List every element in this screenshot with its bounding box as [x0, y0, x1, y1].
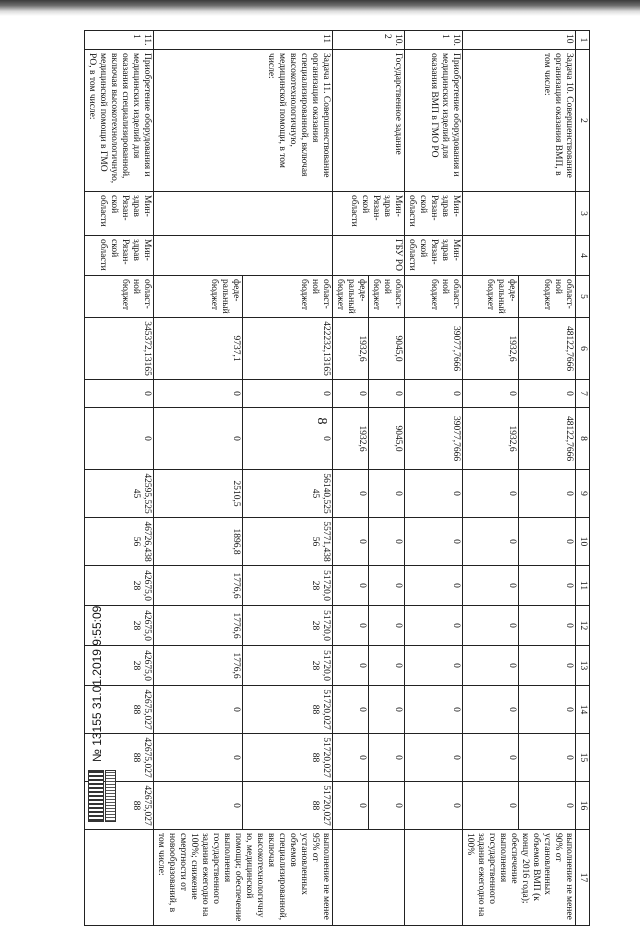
program-table — [84, 30, 590, 926]
indicator-cell — [405, 830, 463, 926]
header-cell: 1 — [576, 31, 590, 50]
value-cell: 0 — [333, 686, 369, 734]
value-cell: 0 — [463, 380, 520, 408]
cell-c1: 10 — [463, 31, 576, 50]
value-cell: 0 — [154, 782, 244, 830]
table-row — [369, 31, 405, 926]
table-row — [405, 31, 463, 926]
value-cell: 0 — [333, 518, 369, 566]
barcode-secondary — [105, 770, 116, 822]
value-cell: 0 — [405, 518, 463, 566]
cell-c2: Задача 10. Совершенствование организации оказания ВМП, в том числе: — [463, 50, 576, 192]
cell-c3: Мин-здрав Рязан-ской области — [333, 192, 405, 236]
value-cell: 42675,02788 — [85, 734, 154, 782]
value-cell: 1932,6 — [463, 318, 520, 380]
value-cell: 1896,8 — [154, 518, 244, 566]
source-cell: област-ной бюджет — [369, 276, 405, 318]
value-cell: 1932,6 — [333, 318, 369, 380]
value-cell: 1776,6 — [154, 566, 244, 606]
cell-c4: ГБУ РО — [333, 236, 405, 276]
source-cell: област-ной бюджет — [405, 276, 463, 318]
value-cell: 0 — [519, 606, 576, 646]
value-cell: 0 — [405, 566, 463, 606]
scan-edge-band — [0, 0, 640, 16]
source-cell: област-ной бюджет — [243, 276, 333, 318]
value-cell: 48122,7666 — [519, 318, 576, 380]
value-cell: 0 — [463, 782, 520, 830]
value-cell: 51720,028 — [243, 606, 333, 646]
header-cell: 2 — [576, 50, 590, 192]
value-cell: 0 — [333, 380, 369, 408]
header-cell: 16 — [576, 782, 590, 830]
header-cell: 9 — [576, 470, 590, 518]
header-row — [576, 31, 590, 926]
value-cell: 0 — [463, 470, 520, 518]
value-cell: 51720,028 — [243, 566, 333, 606]
value-cell: 0 — [463, 686, 520, 734]
value-cell: 0 — [463, 646, 520, 686]
value-cell: 0 — [154, 408, 244, 470]
indicator-cell: выполнение не менее 90% от установленных объемов ВМП (к концу 2016 года); обеспечение выполнения государственного задания ежегодно на 100% — [463, 830, 576, 926]
value-cell: 0 — [405, 646, 463, 686]
cell-c3: Мин-здрав Рязан-ской области — [405, 192, 463, 236]
value-cell: 0 — [369, 734, 405, 782]
header-cell: 5 — [576, 276, 590, 318]
registration-stamp — [88, 462, 138, 822]
cell-c4: Мин-здрав Рязан-ской области — [85, 236, 154, 276]
header-cell: 14 — [576, 686, 590, 734]
cell-c1: 11.1 — [85, 31, 154, 50]
value-cell: 51720,02788 — [243, 782, 333, 830]
cell-c4 — [463, 236, 576, 276]
value-cell: 0 — [154, 734, 244, 782]
header-cell: 10 — [576, 518, 590, 566]
value-cell: 422232,13165 — [243, 318, 333, 380]
indicator-cell — [333, 830, 405, 926]
header-cell: 8 — [576, 408, 590, 470]
value-cell: 0 — [405, 782, 463, 830]
source-cell: област-ной бюджет — [519, 276, 576, 318]
value-cell: 0 — [405, 606, 463, 646]
value-cell: 0 — [369, 566, 405, 606]
value-cell: 0 — [333, 470, 369, 518]
value-cell: 9045,0 — [369, 318, 405, 380]
value-cell: 48122,7666 — [519, 408, 576, 470]
value-cell: 0 — [154, 380, 244, 408]
header-cell: 3 — [576, 192, 590, 236]
value-cell: 0 — [369, 606, 405, 646]
value-cell: 0 — [405, 380, 463, 408]
value-cell: 0 — [333, 606, 369, 646]
value-cell: 56140,52545 — [243, 470, 333, 518]
value-cell: 39077,7666 — [405, 318, 463, 380]
cell-c1: 10.1 — [405, 31, 463, 50]
value-cell: 1932,6 — [463, 408, 520, 470]
cell-c1: 10.2 — [333, 31, 405, 50]
page-number: 8 — [314, 417, 329, 425]
value-cell: 55771,43856 — [243, 518, 333, 566]
cell-c4 — [154, 236, 333, 276]
cell-c2: Государственное задание — [333, 50, 405, 192]
value-cell: 0 — [519, 646, 576, 686]
value-cell: 0 — [369, 782, 405, 830]
value-cell: 0 — [519, 470, 576, 518]
value-cell: 42675,028 — [85, 566, 154, 606]
source-cell: феде-ральный бюджет — [333, 276, 369, 318]
value-cell: 345372,13165 — [85, 318, 154, 380]
value-cell: 9045,0 — [369, 408, 405, 470]
cell-c3: Мин-здрав Рязан-ской области — [85, 192, 154, 236]
value-cell: 0 — [333, 734, 369, 782]
value-cell: 0 — [333, 782, 369, 830]
value-cell: 2510,5 — [154, 470, 244, 518]
value-cell: 51720,028 — [243, 646, 333, 686]
cell-c2: Приобретение оборудования и медицинских изделий для оказания ВМП в ГМО РО — [405, 50, 463, 192]
value-cell: 0 — [369, 470, 405, 518]
value-cell: 0 — [519, 566, 576, 606]
value-cell: 51720,02788 — [243, 686, 333, 734]
table-row — [243, 31, 333, 926]
value-cell: 42675,028 — [85, 646, 154, 686]
value-cell: 0 — [519, 380, 576, 408]
value-cell: 0 — [154, 686, 244, 734]
header-cell: 13 — [576, 646, 590, 686]
value-cell: 0 — [463, 566, 520, 606]
header-cell: 6 — [576, 318, 590, 380]
value-cell: 46726,43856 — [85, 518, 154, 566]
header-cell: 15 — [576, 734, 590, 782]
table-row — [519, 31, 576, 926]
value-cell: 51720,02788 — [243, 734, 333, 782]
value-cell: 0 — [243, 408, 333, 470]
value-cell: 42675,028 — [85, 606, 154, 646]
value-cell: 0 — [85, 408, 154, 470]
value-cell: 0 — [85, 380, 154, 408]
value-cell: 39077,7666 — [405, 408, 463, 470]
header-cell: 4 — [576, 236, 590, 276]
value-cell: 0 — [369, 646, 405, 686]
value-cell: 0 — [519, 782, 576, 830]
barcode — [88, 770, 104, 822]
cell-c1: 11 — [154, 31, 333, 50]
value-cell: 42675,02788 — [85, 782, 154, 830]
doc-number: № 13155 31.01.2019 9:55:09 — [90, 605, 104, 762]
value-cell: 0 — [463, 518, 520, 566]
value-cell: 0 — [519, 518, 576, 566]
source-cell: феде-ральный бюджет — [154, 276, 244, 318]
value-cell: 0 — [463, 734, 520, 782]
header-cell: 12 — [576, 606, 590, 646]
value-cell: 1932,6 — [333, 408, 369, 470]
cell-c2: Приобретение оборудования и медицинских изделий для оказания специализированной, включая высокотехнологичную, медицинской помощи в ГМО РО, в том числе: — [85, 50, 154, 192]
cell-c4: Мин-здрав Рязан-ской области — [405, 236, 463, 276]
value-cell: 42595,52545 — [85, 470, 154, 518]
value-cell: 42675,02788 — [85, 686, 154, 734]
indicator-cell — [85, 830, 154, 926]
value-cell: 0 — [519, 686, 576, 734]
header-cell: 17 — [576, 830, 590, 926]
value-cell: 0 — [519, 734, 576, 782]
value-cell: 0 — [333, 566, 369, 606]
value-cell: 0 — [463, 606, 520, 646]
cell-c3 — [154, 192, 333, 236]
value-cell: 0 — [243, 380, 333, 408]
value-cell: 0 — [369, 380, 405, 408]
indicator-cell: выполнение не менее 95% от установленных объемов специализированной, включая высокотехнологичную, медицинской помощи; обеспечение выполнения государственного задания ежегодно на 100%; снижение смертности от новообразований, в том числе: — [154, 830, 333, 926]
value-cell: 0 — [405, 470, 463, 518]
value-cell: 9737,1 — [154, 318, 244, 380]
cell-c3 — [463, 192, 576, 236]
value-cell: 0 — [333, 646, 369, 686]
value-cell: 1776,6 — [154, 646, 244, 686]
source-cell: феде-ральный бюджет — [463, 276, 520, 318]
source-cell: област-ной бюджет — [85, 276, 154, 318]
header-cell: 11 — [576, 566, 590, 606]
header-cell: 7 — [576, 380, 590, 408]
cell-c2: Задача 11. Совершенствование организации оказания специализированной, включая высокотехнологичную, медицинской помощи, в том числе: — [154, 50, 333, 192]
value-cell: 0 — [369, 518, 405, 566]
value-cell: 0 — [405, 686, 463, 734]
value-cell: 0 — [405, 734, 463, 782]
value-cell: 0 — [369, 686, 405, 734]
value-cell: 1776,6 — [154, 606, 244, 646]
